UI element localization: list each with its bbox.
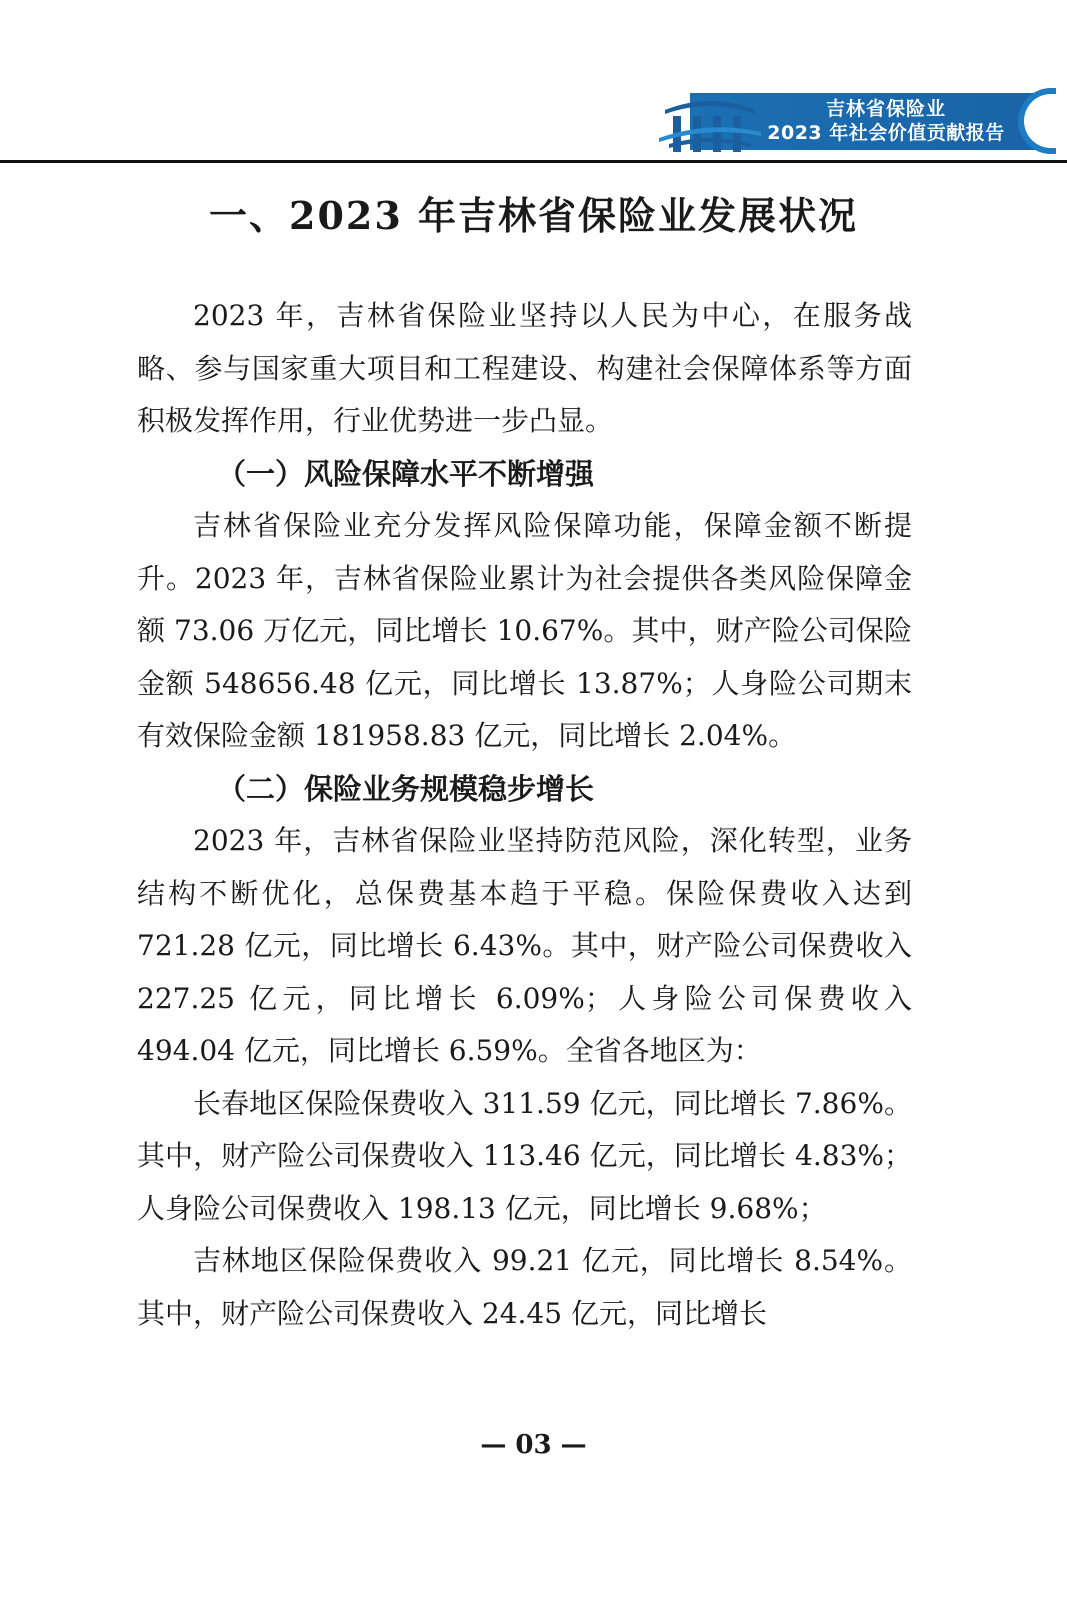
page-title: 一、2023 年吉林省保险业发展状况 — [209, 193, 858, 238]
header-title — [755, 97, 1017, 145]
header-title-line2: 2023 年社会价值贡献报告 — [767, 122, 1005, 144]
intro-paragraph: 2023 年，吉林省保险业坚持以人民为中心，在服务战略、参与国家重大项目和工程建设、构建社会保障体系等方面积极发挥作用，行业优势进一步凸显。 — [137, 299, 912, 437]
changchun-paragraph: 长春地区保险保费收入 311.59 亿元，同比增长 7.86%。其中，财产险公司保费收入 113.46 亿元，同比增长 4.83%；人身险公司保费收入 198.13 亿元，同比增长 9.68%； — [137, 1086, 912, 1225]
jilin-paragraph: 吉林地区保险保费收入 99.21 亿元，同比增长 8.54%。其中，财产险公司保费收入 24.45 亿元，同比增长 — [137, 1244, 912, 1330]
section-heading-2: （二）保险业务规模稳步增长 — [217, 771, 595, 806]
section-heading-1: （一）风险保障水平不断增强 — [217, 456, 595, 491]
document-body — [137, 290, 912, 1340]
header-title-line1: 吉林省保险业 — [825, 98, 946, 120]
header-divider — [0, 160, 1067, 163]
jilin-insurance-logo-icon — [655, 80, 765, 160]
section2-paragraph: 2023 年，吉林省保险业坚持防范风险，深化转型，业务结构不断优化，总保费基本趋于平稳。保险保费收入达到 721.28 亿元，同比增长 6.43%。其中，财产险公司保费收入 227.25 亿元，同比增长 6.09%；人身险公司保费收入 494.04 亿元，同比增长 6.59%。全省各地区为： — [137, 824, 912, 1067]
page-number: — 03 — — [480, 1430, 587, 1460]
section1-paragraph: 吉林省保险业充分发挥风险保障功能，保障金额不断提升。2023 年，吉林省保险业累计为社会提供各类风险保障金额 73.06 万亿元，同比增长 10.67%。其中，财产险公司保险金额 548656.48 亿元，同比增长 13.87%；人身险公司期末有效保险金额 181958.83 亿元，同比增长 2.04%。 — [137, 509, 912, 752]
